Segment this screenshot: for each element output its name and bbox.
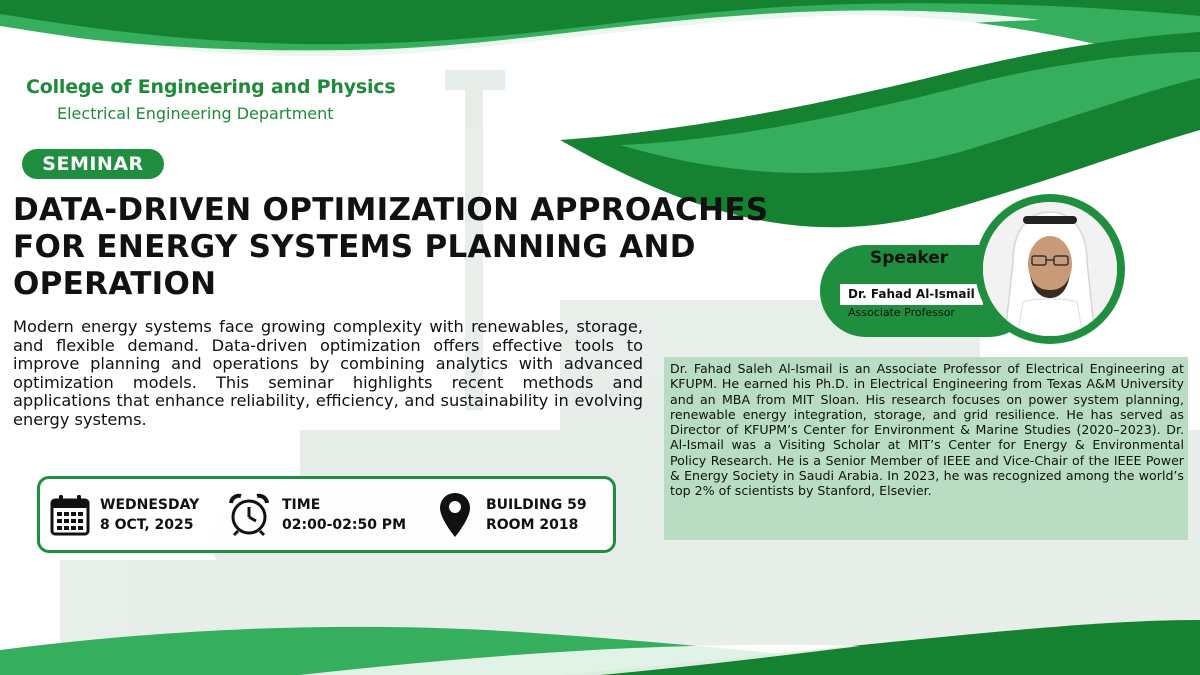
time-info xyxy=(228,479,406,550)
location-text xyxy=(486,495,587,535)
location-pin-icon xyxy=(438,491,472,539)
time-label: TIME xyxy=(282,496,321,513)
location-info xyxy=(438,479,587,550)
event-room: ROOM 2018 xyxy=(486,516,579,533)
college-name: College of Engineering and Physics xyxy=(26,76,396,98)
person-icon xyxy=(983,202,1117,336)
seminar-badge: SEMINAR xyxy=(22,149,164,179)
date-info xyxy=(50,479,199,550)
seminar-description: Modern energy systems face growing complexity with renewables, storage, and flexible demand. Data-driven optimization offers effective tools to improve planning and operations by combining analytics with advanced optimization models. This seminar highlights recent methods and applications that enhance reliability, efficiency, and sustainability in evolving energy systems. xyxy=(13,317,643,429)
date-text xyxy=(100,495,199,535)
event-time: 02:00-02:50 PM xyxy=(282,516,407,533)
department-name: Electrical Engineering Department xyxy=(57,104,334,123)
speaker-photo xyxy=(983,202,1117,336)
time-text xyxy=(282,495,406,535)
event-date: 8 OCT, 2025 xyxy=(100,516,194,533)
event-info-box xyxy=(37,476,616,553)
speaker-photo-frame xyxy=(975,194,1125,344)
event-day: WEDNESDAY xyxy=(100,496,200,513)
seminar-title: DATA-DRIVEN OPTIMIZATION APPROACHES FOR ENERGY SYSTEMS PLANNING AND OPERATION xyxy=(13,192,769,302)
calendar-icon xyxy=(50,494,90,536)
alarm-clock-icon xyxy=(228,493,270,537)
speaker-bio: Dr. Fahad Saleh Al-Ismail is an Associate Professor of Electrical Engineering at KFUPM. He earned his Ph.D. in Electrical Engineering from Texas A&M University and an MBA from MIT Sloan. His research focuses on power system planning, renewable energy integration, storage, and grid resilience. He has served as Director of KFUPM’s Center for Environment & Marine Studies (2020–2023). Dr. Al-Ismail was a Visiting Scholar at MIT’s Center for Energy & Environmental Policy Research. He is a Senior Member of IEEE and Vice-Chair of the IEEE Power & Energy Society in Saudi Arabia. In 2023, he was recognized among the world’s top 2% of scientists by Stanford, Elsevier. xyxy=(664,357,1188,540)
speaker-name: Dr. Fahad Al-Ismail xyxy=(840,284,983,305)
event-building: BUILDING 59 xyxy=(486,496,587,513)
speaker-position: Associate Professor xyxy=(848,306,955,319)
speaker-label: Speaker xyxy=(870,248,949,268)
